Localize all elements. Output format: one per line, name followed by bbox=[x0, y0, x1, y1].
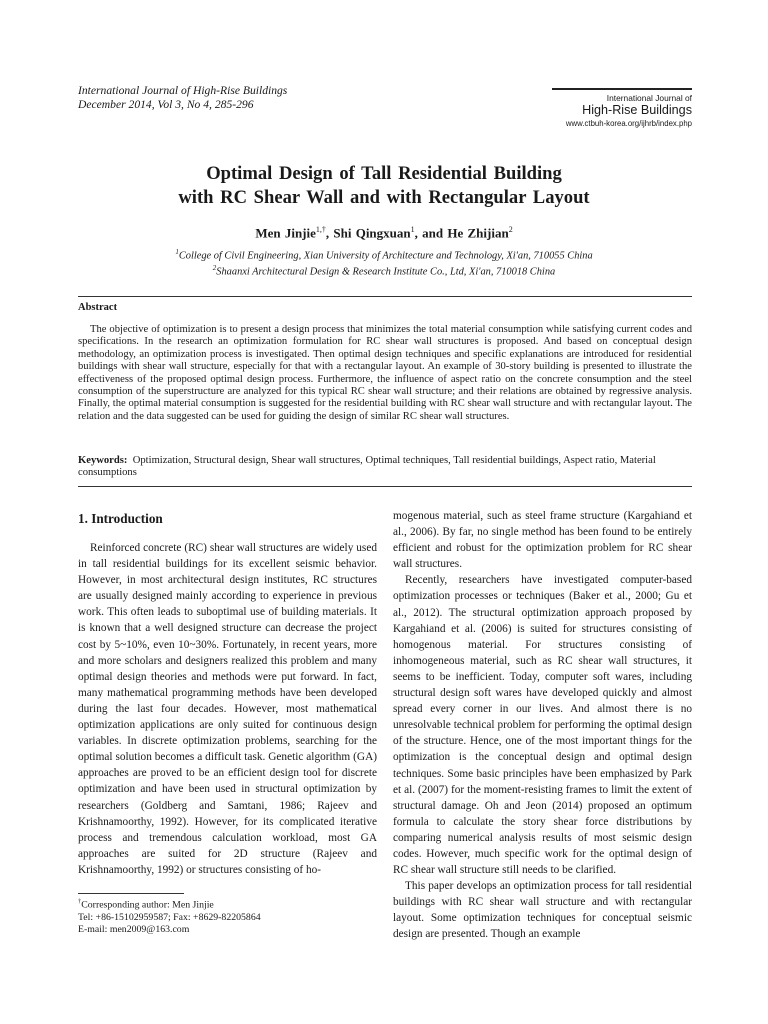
footnote-mark: † bbox=[78, 898, 82, 905]
author-3: He Zhijian bbox=[447, 225, 509, 241]
right-paragraph-1: mogenous material, such as steel frame structure (Kargahiand et al., 2006). By far, no single method has been found to be entirely efficient and robust for the optimization problem for RC shear wall structures. bbox=[393, 510, 692, 571]
footnote-line-2: Tel: +86-15102959587; Fax: +8629-82205864 bbox=[78, 911, 261, 923]
abstract-text: The objective of optimization is to present a design process that minimizes the total material consumption while satisfying current codes and specifications. In the research an optimization formulation for RC shear wall structures is proposed. And based on conceptual design methodology, an optimization process is investigated. Then optimal design techniques and specific explanations are introduced for residential buildings with shear wall structure, especially for that with a rectangular layout. An example of 30-story building is presented to illustrate the effectiveness of the proposed optimal design process. Furthermore, the influence of aspect ratio on the concrete consumption and the steel consumption of the superstructure are analyzed for this typical RC shear wall structure; and their relations are obtained by regressive analysis. Finally, the optimal material consumption is suggested for the residential building with RC shear wall structure and with rectangular layout. The relation and the data suggested can be used for guiding the design of similar RC shear wall structures. bbox=[78, 324, 692, 422]
affiliations bbox=[0, 246, 768, 279]
author-sep-2: , and bbox=[414, 225, 448, 241]
keywords-label: Keywords: bbox=[78, 455, 128, 466]
logo-small-text: International Journal of bbox=[606, 93, 692, 103]
abstract-heading: Abstract bbox=[78, 302, 118, 313]
journal-header bbox=[78, 84, 287, 112]
author-1: Men Jinjie bbox=[255, 225, 316, 241]
affiliation-2-mark: 2 bbox=[212, 264, 217, 273]
title-line-1: Optimal Design of Tall Residential Building bbox=[206, 163, 562, 184]
journal-issue: December 2014, Vol 3, No 4, 285-296 bbox=[78, 98, 254, 111]
journal-logo bbox=[552, 88, 692, 129]
footnote-line-1 bbox=[78, 896, 261, 912]
footnote bbox=[78, 896, 261, 936]
paper-title bbox=[0, 162, 768, 210]
section-heading-introduction: 1. Introduction bbox=[78, 511, 163, 526]
author-sep-1: , bbox=[325, 225, 334, 241]
keywords-text: Optimization, Structural design, Shear wall structures, Optimal techniques, Tall residential buildings, Aspect ratio, Material consumptions bbox=[78, 455, 656, 479]
keywords bbox=[78, 455, 692, 480]
right-paragraph-3: This paper develops an optimization process for tall residential buildings with RC shear wall structure and with rectangular layout. Some optimization techniques for conceptual seismic design are presented. Though an example bbox=[393, 880, 692, 941]
author-3-affil: 2 bbox=[508, 225, 513, 234]
affiliation-1-text: College of Civil Engineering, Xian University of Architecture and Technology, Xi'an, 710055 China bbox=[178, 250, 593, 262]
logo-journal-name: High-Rise Buildings bbox=[582, 103, 692, 117]
author-list bbox=[0, 221, 768, 241]
affiliation-2-text: Shaanxi Architectural Design & Research Institute Co., Ltd, Xi'an, 710018 China bbox=[216, 266, 556, 278]
introduction-left-column: Reinforced concrete (RC) shear wall structures are widely used in tall residential buildings for its excellent seismic behavior. However, in most architectural design institutes, RC structures are usually designed mainly according to experience in previous work. This often leads to suboptimal use of building materials. It is known that a well designed structure can decrease the project cost by 5~10%, even 10~30%. Fortunately, in recent years, more and more scholars and designers realized this problem and many optimal design theories and methods were put forward. In fact, many mathematical programming methods have been developed during the last four decades. However, most mathematical optimization applications are only suited for continuous design variables. In discrete optimization problems, searching for the optimal solution becomes a difficult task. Genetic algorithm (GA) approaches are proved to be an efficient design tool for discrete optimization and have been used in structural optimization by researchers (Goldberg and Samtani, 1986; Rajeev and Krishnamoorthy, 1992). However, for its complicated iterative process and tremendous calculation workload, most GA approaches are suited for 2D structure (Rajeev and Krishnamoorthy, 1992) or structures consisting of ho- bbox=[78, 542, 377, 876]
introduction-right-column bbox=[393, 508, 692, 943]
corresponding-author: Corresponding author: Men Jinjie bbox=[81, 899, 214, 911]
author-2-affil: 1 bbox=[410, 225, 415, 234]
affiliation-1-mark: 1 bbox=[175, 248, 179, 256]
author-2: Shi Qingxuan bbox=[333, 225, 411, 241]
footnote-line-3: E-mail: men2009@163.com bbox=[78, 924, 190, 936]
abstract-bottom-rule bbox=[78, 486, 692, 487]
affiliation-2 bbox=[0, 262, 768, 278]
author-1-affil: 1,† bbox=[315, 225, 326, 234]
abstract-top-rule bbox=[78, 296, 692, 297]
right-paragraph-2: Recently, researchers have investigated computer-based optimization processes or techniques (Baker et al., 2000; Gu et al., 2012). The structural optimization approach proposed by Kargahiand et al. (2006) is suited for structures consisting of homogenous material. For structures consisting of inhomogeneous material, such as RC shear wall structures, it seems to be inefficient. Today, computer soft wares, including structural design soft wares have developed quickly and almost spread every corner in our lives. And almost there is no unresolvable technical problem for performing the optimal design of the structure. Hence, one of the most important things for the optimization is the conceptual design and optimal design techniques. Some basic principles have been emphasized by Park et al. (2007) for the moment-resisting frames to limit the extent of structural damage. Oh and Jeon (2014) proposed an optimum formula to calculate the story shear force distributions by comparing numerical analysis results of most seismic design codes. However, much specific work for the optimal design of RC shear wall structure still needs to be clarified. bbox=[393, 574, 692, 877]
footnote-rule bbox=[78, 893, 184, 894]
title-line-2: with RC Shear Wall and with Rectangular Layout bbox=[178, 187, 590, 208]
affiliation-1 bbox=[0, 246, 768, 262]
logo-rule bbox=[552, 88, 692, 90]
journal-name: International Journal of High-Rise Buildings bbox=[78, 84, 288, 97]
journal-url[interactable]: www.ctbuh-korea.org/ijhrb/index.php bbox=[565, 119, 692, 128]
